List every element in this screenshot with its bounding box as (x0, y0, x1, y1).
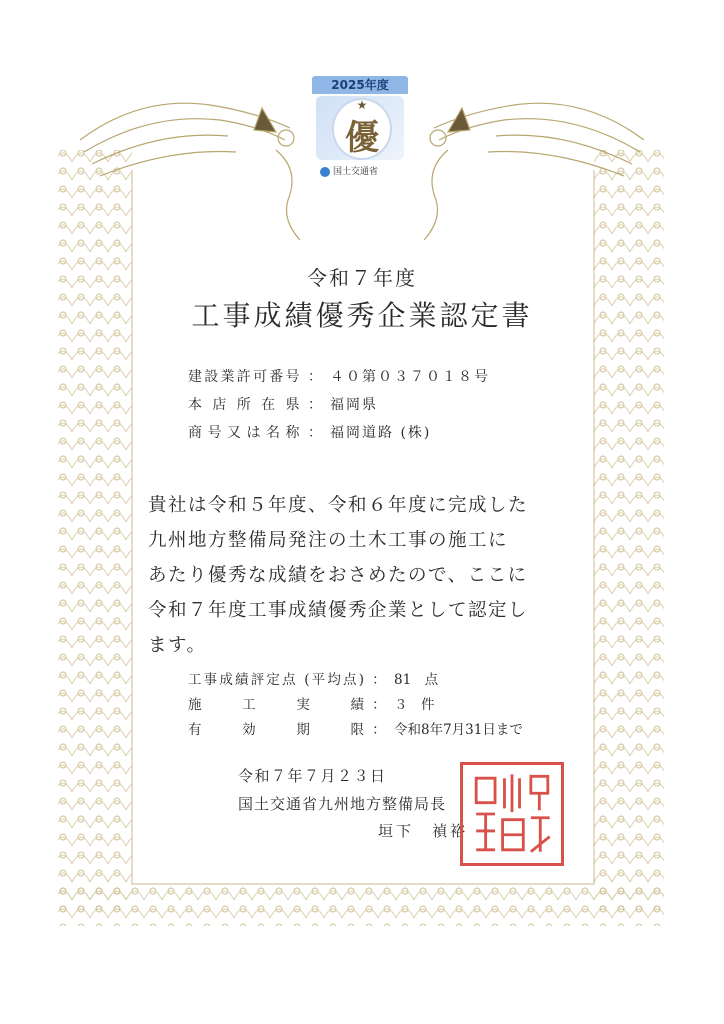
badge-character: 優 (345, 118, 379, 158)
excellence-badge (312, 76, 408, 180)
info-label: 本店所在県 (188, 397, 300, 413)
official-seal-icon (460, 762, 564, 866)
detail-label: 有効期限 (188, 722, 364, 738)
body-line: 九州地方整備局発注の土木工事の施工に (148, 530, 509, 551)
detail-separator: ： (372, 697, 386, 713)
info-value: 福岡県 (330, 397, 378, 413)
issue-date: 令和７年７月２３日 (238, 767, 387, 785)
mlit-logo-icon (320, 167, 330, 177)
info-value: 福岡道路 (株) (330, 425, 432, 441)
badge-year: 2025年度 (312, 76, 408, 94)
body-line: 貴社は令和５年度、令和６年度に完成した (148, 495, 529, 516)
info-separator: ： (308, 425, 322, 441)
info-value: ４０第０３７０１８号 (330, 369, 490, 385)
info-row (188, 394, 490, 422)
detail-label: 施工実績 (188, 697, 364, 713)
info-label: 建設業許可番号 (188, 369, 300, 385)
achievement-details (188, 668, 523, 743)
badge-org-name: 国土交通省 (333, 167, 379, 177)
detail-row (188, 668, 523, 693)
detail-value: ３ 件 (394, 697, 435, 713)
certificate-title: 工事成績優秀企業認定書 (191, 299, 533, 332)
signer-name: 垣下 禎裕 (378, 822, 469, 840)
star-icon: ★ (356, 98, 368, 112)
detail-value: 81 点 (394, 672, 439, 688)
info-separator: ： (308, 397, 322, 413)
body-line: あたり優秀な成績をおさめたので、ここに (148, 565, 528, 586)
era-title: 令和７年度 (307, 266, 417, 290)
badge-emblem (316, 96, 404, 160)
info-row (188, 422, 490, 450)
detail-separator: ： (372, 672, 386, 688)
detail-row (188, 718, 523, 743)
detail-separator: ： (372, 722, 386, 738)
badge-circle (332, 98, 392, 160)
info-separator: ： (308, 369, 322, 385)
detail-value: 令和8年7月31日まで (394, 722, 523, 738)
info-row (188, 366, 490, 394)
certificate-body (148, 488, 588, 663)
body-line: 令和７年度工事成績優秀企業として認定し (148, 600, 529, 621)
info-label: 商号又は名称 (188, 425, 300, 441)
detail-row (188, 693, 523, 718)
issuer: 国土交通省九州地方整備局長 (238, 795, 447, 813)
detail-label: 工事成績評定点 (平均点) (188, 672, 364, 688)
body-line: ます。 (148, 635, 207, 656)
company-info (188, 366, 490, 450)
badge-organization (320, 164, 408, 177)
